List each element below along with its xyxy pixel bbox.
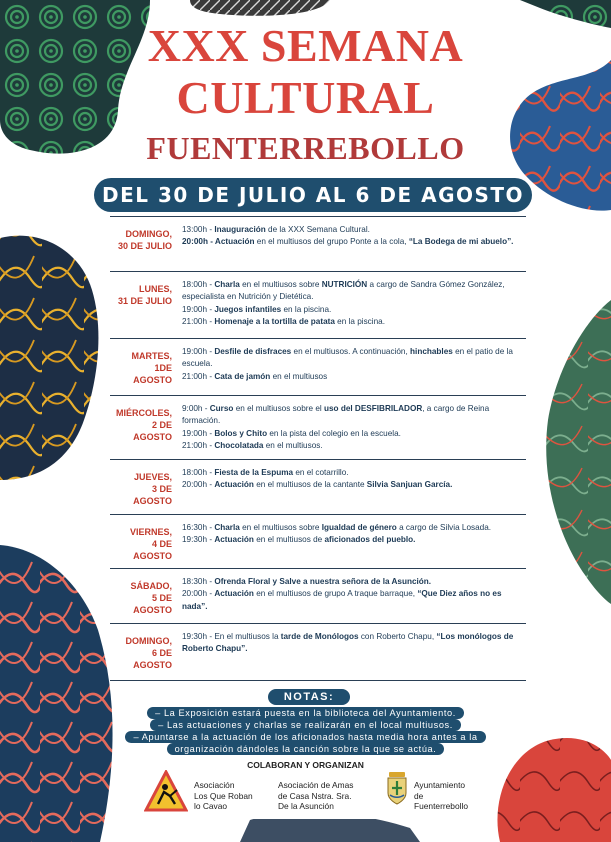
event-line: 19:00h - Desfile de disfraces en el multiusos. A continuación, hinchables en el patio de la escuela. [182,347,513,369]
schedule-row [110,624,526,681]
schedule-events [182,624,526,680]
schedule-row [110,272,526,339]
town-name: FUENTERREBOLLO [146,130,465,166]
schedule-events [182,217,526,271]
schedule-row [110,217,526,272]
event-line: 21:00h - Homenaje a la tortilla de patata en la piscina. [182,317,385,327]
note-item: organización dándoles la canción sobre la que se actúa. [0,739,611,757]
event-line: 18:30h - Ofrenda Floral y Salve a nuestra señora de la Asunción. [182,577,432,586]
event-line: 19:30h - Actuación en el multiusos de aficionados del pueblo. [182,535,416,545]
schedule-day: DOMINGO, 30 DE JULIO [117,229,172,251]
event-line: 20:00h - Actuación en el multiusos de la cantante Silvia Sanjuan García. [182,480,453,490]
notes-title: NOTAS: [268,689,350,705]
schedule-row [110,515,526,569]
schedule-events [182,272,526,338]
note-item: – La Exposición estará puesta en la biblioteca del Ayuntamiento. [0,703,611,721]
event-line: 16:30h - Charla en el multiusos sobre Igualdad de género a cargo de Silvia Losada. [182,523,492,532]
schedule-row [110,339,526,396]
event-line: 21:00h - Cata de jamón en el multiusos [182,371,328,381]
poster-title-line-2: CULTURAL [176,72,435,123]
event-line: 9:00h - Curso en el multiusos sobre el uso del DESFIBRILADOR, a cargo de Reina formación. [182,404,490,426]
note-item: – Las actuaciones y charlas se realizarán en el local multiusos. [0,715,611,733]
schedule-events [182,460,526,514]
schedule-table [110,216,526,681]
sponsor-asociacion-los-que-roban: Asociación Los Que Roban lo Cavao [194,780,253,811]
schedule-day: SÁBADO, 5 DE AGOSTO [130,581,172,615]
schedule-day: VIERNES, 4 DE AGOSTO [129,527,172,561]
event-line: 21:00h - Chocolatada en el multiusos. [182,441,323,451]
schedule-day: MIÉRCOLES, 2 DE AGOSTO [115,408,172,442]
schedule-row [110,396,526,460]
event-line: 20:00h - Actuación en el multiusos de grupo A traque barraque, “Que Diez años no es nada”. [182,589,502,611]
event-line: 19:00h - Juegos infantiles en la piscina. [182,304,332,314]
sponsor-ayuntamiento: Ayuntamiento de Fuenterrebollo [414,780,469,811]
schedule-day: DOMINGO, 6 DE AGOSTO [125,636,172,670]
poster-title-line-1: XXX SEMANA [147,20,464,71]
schedule-events [182,396,526,459]
schedule-day: JUEVES, 3 DE AGOSTO [133,472,172,506]
sponsor-asociacion-amas-de-casa: Asociación de Amas de Casa Nstra. Sra. De la Asunción [278,780,354,811]
event-line: 18:00h - Fiesta de la Espuma en el cotarrillo. [182,468,349,477]
event-line: 13:00h - Inauguración de la XXX Semana Cultural. [182,225,370,234]
schedule-events [182,339,526,395]
schedule-events [182,569,526,623]
schedule-row [110,569,526,624]
sponsors-title: COLABORAN Y ORGANIZAN [247,760,364,770]
date-range-banner: DEL 30 DE JULIO AL 6 DE AGOSTO [94,178,532,212]
event-line: 19:30h - En el multiusos la tarde de Monólogos con Roberto Chapu, “Los monólogos de Roberto Chapu”. [182,632,514,654]
event-line: 20:00h - Actuación en el multiusos del grupo Ponte a la cola, “La Bodega de mi abuelo”. [182,237,514,247]
schedule-day: MARTES, 1DE AGOSTO [131,351,172,385]
note-item: – Apuntarse a la actuación de los aficionados hasta media hora antes a la [0,727,611,745]
schedule-day: LUNES, 31 DE JULIO [117,284,172,306]
event-line: 18:00h - Charla en el multiusos sobre NUTRICIÓN a cargo de Sandra Gómez González, especialista en Nutrición y Dietética. [182,280,505,302]
event-line: 19:00h - Bolos y Chito en la pista del colegio en la escuela. [182,428,401,438]
coat-of-arms-icon [385,771,409,805]
schedule-row [110,460,526,515]
schedule-events [182,515,526,568]
warning-triangle-logo-icon [144,770,188,812]
